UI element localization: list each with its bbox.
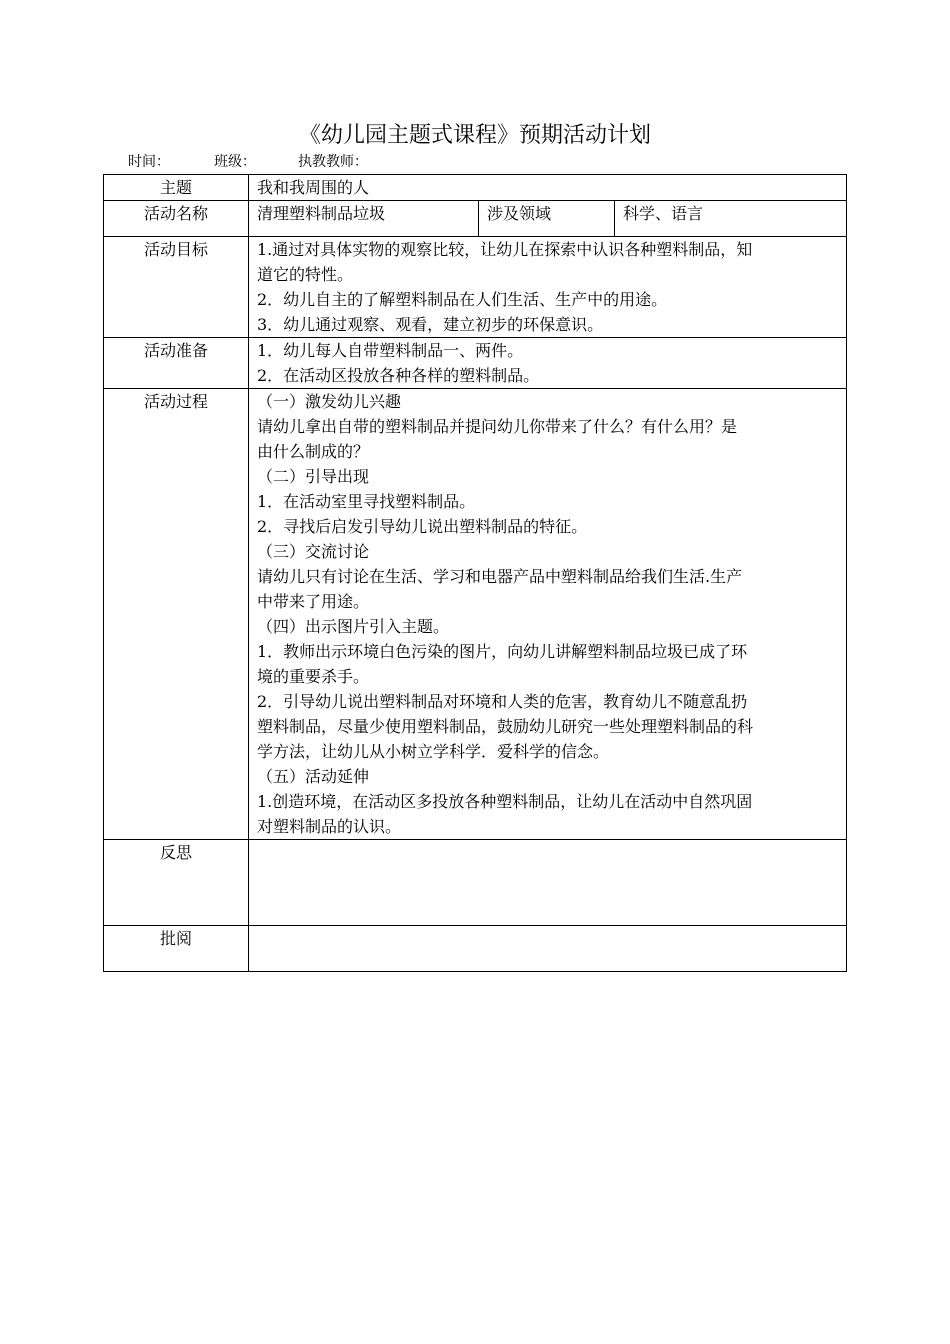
process-line: （三）交流讨论 (257, 542, 370, 561)
preparation-line: 1．幼儿每人自带塑料制品一、两件。 (257, 341, 524, 360)
process-row (104, 389, 847, 840)
preparation-line: 2．在活动区投放各种各样的塑料制品。 (257, 366, 540, 385)
goals-content (249, 237, 847, 338)
process-line: 1．教师出示环境白色污染的图片，向幼儿讲解塑料制品垃圾已成了环 (257, 642, 748, 661)
activity-name-label: 活动名称 (104, 201, 249, 237)
process-line: （二）引导出现 (257, 467, 370, 486)
theme-row (104, 175, 847, 201)
process-line: 中带来了用途。 (257, 592, 370, 611)
goals-row (104, 237, 847, 338)
process-line: 塑料制品，尽量少使用塑料制品，鼓励幼儿研究一些处理塑料制品的科 (257, 717, 754, 736)
activity-name-row (104, 201, 847, 237)
class-label: 班级： (214, 154, 256, 170)
reflection-row (104, 840, 847, 926)
preparation-content (249, 338, 847, 389)
goals-line: 2．幼儿自主的了解塑料制品在人们生活、生产中的用途。 (257, 290, 668, 309)
activity-plan-table (103, 174, 847, 972)
goals-line: 道它的特性。 (257, 265, 354, 284)
review-row (104, 926, 847, 972)
goals-label: 活动目标 (104, 237, 249, 338)
process-line: 请幼儿只有讨论在生活、学习和电器产品中塑料制品给我们生活.生产 (257, 567, 743, 586)
preparation-row (104, 338, 847, 389)
process-line: （五）活动延伸 (257, 767, 370, 786)
reflection-content (249, 840, 847, 926)
process-line: （四）出示图片引入主题。 (257, 617, 450, 636)
preparation-label: 活动准备 (104, 338, 249, 389)
activity-name-value: 清理塑料制品垃圾 (249, 201, 479, 237)
process-line: 1.创造环境，在活动区多投放各种塑料制品，让幼儿在活动中自然巩固 (257, 792, 753, 811)
process-label: 活动过程 (104, 389, 249, 840)
theme-label: 主题 (104, 175, 249, 201)
teacher-label: 执教教师： (298, 154, 368, 170)
goals-line: 1.通过对具体实物的观察比较，让幼儿在探索中认识各种塑料制品，知 (257, 240, 753, 259)
process-line: 2．寻找后启发引导幼儿说出塑料制品的特征。 (257, 517, 588, 536)
time-label: 时间： (128, 154, 170, 170)
process-line: 由什么制成的？ (257, 442, 370, 461)
process-line: 境的重要杀手。 (257, 667, 370, 686)
goals-line: 3．幼儿通过观察、观看，建立初步的环保意识。 (257, 315, 604, 334)
process-line: 请幼儿拿出自带的塑料制品并提问幼儿你带来了什么？有什么用？是 (257, 417, 738, 436)
process-line: 2．引导幼儿说出塑料制品对环境和人类的危害，教育幼儿不随意乱扔 (257, 692, 748, 711)
process-line: 1．在活动室里寻找塑料制品。 (257, 492, 476, 511)
page-title: 《幼儿园主题式课程》预期活动计划 (298, 123, 651, 148)
review-content (249, 926, 847, 972)
process-line: （一）激发幼儿兴趣 (257, 392, 402, 411)
review-label: 批阅 (104, 926, 249, 972)
reflection-label: 反思 (104, 840, 249, 926)
domain-label: 涉及领域 (479, 201, 615, 237)
process-line: 对塑料制品的认识。 (257, 817, 402, 836)
process-content (249, 389, 847, 840)
header-meta (128, 152, 368, 172)
process-line: 学方法，让幼儿从小树立学科学．爱科学的信念。 (257, 742, 610, 761)
theme-value: 我和我周围的人 (249, 175, 847, 201)
domain-value: 科学、语言 (615, 201, 847, 237)
